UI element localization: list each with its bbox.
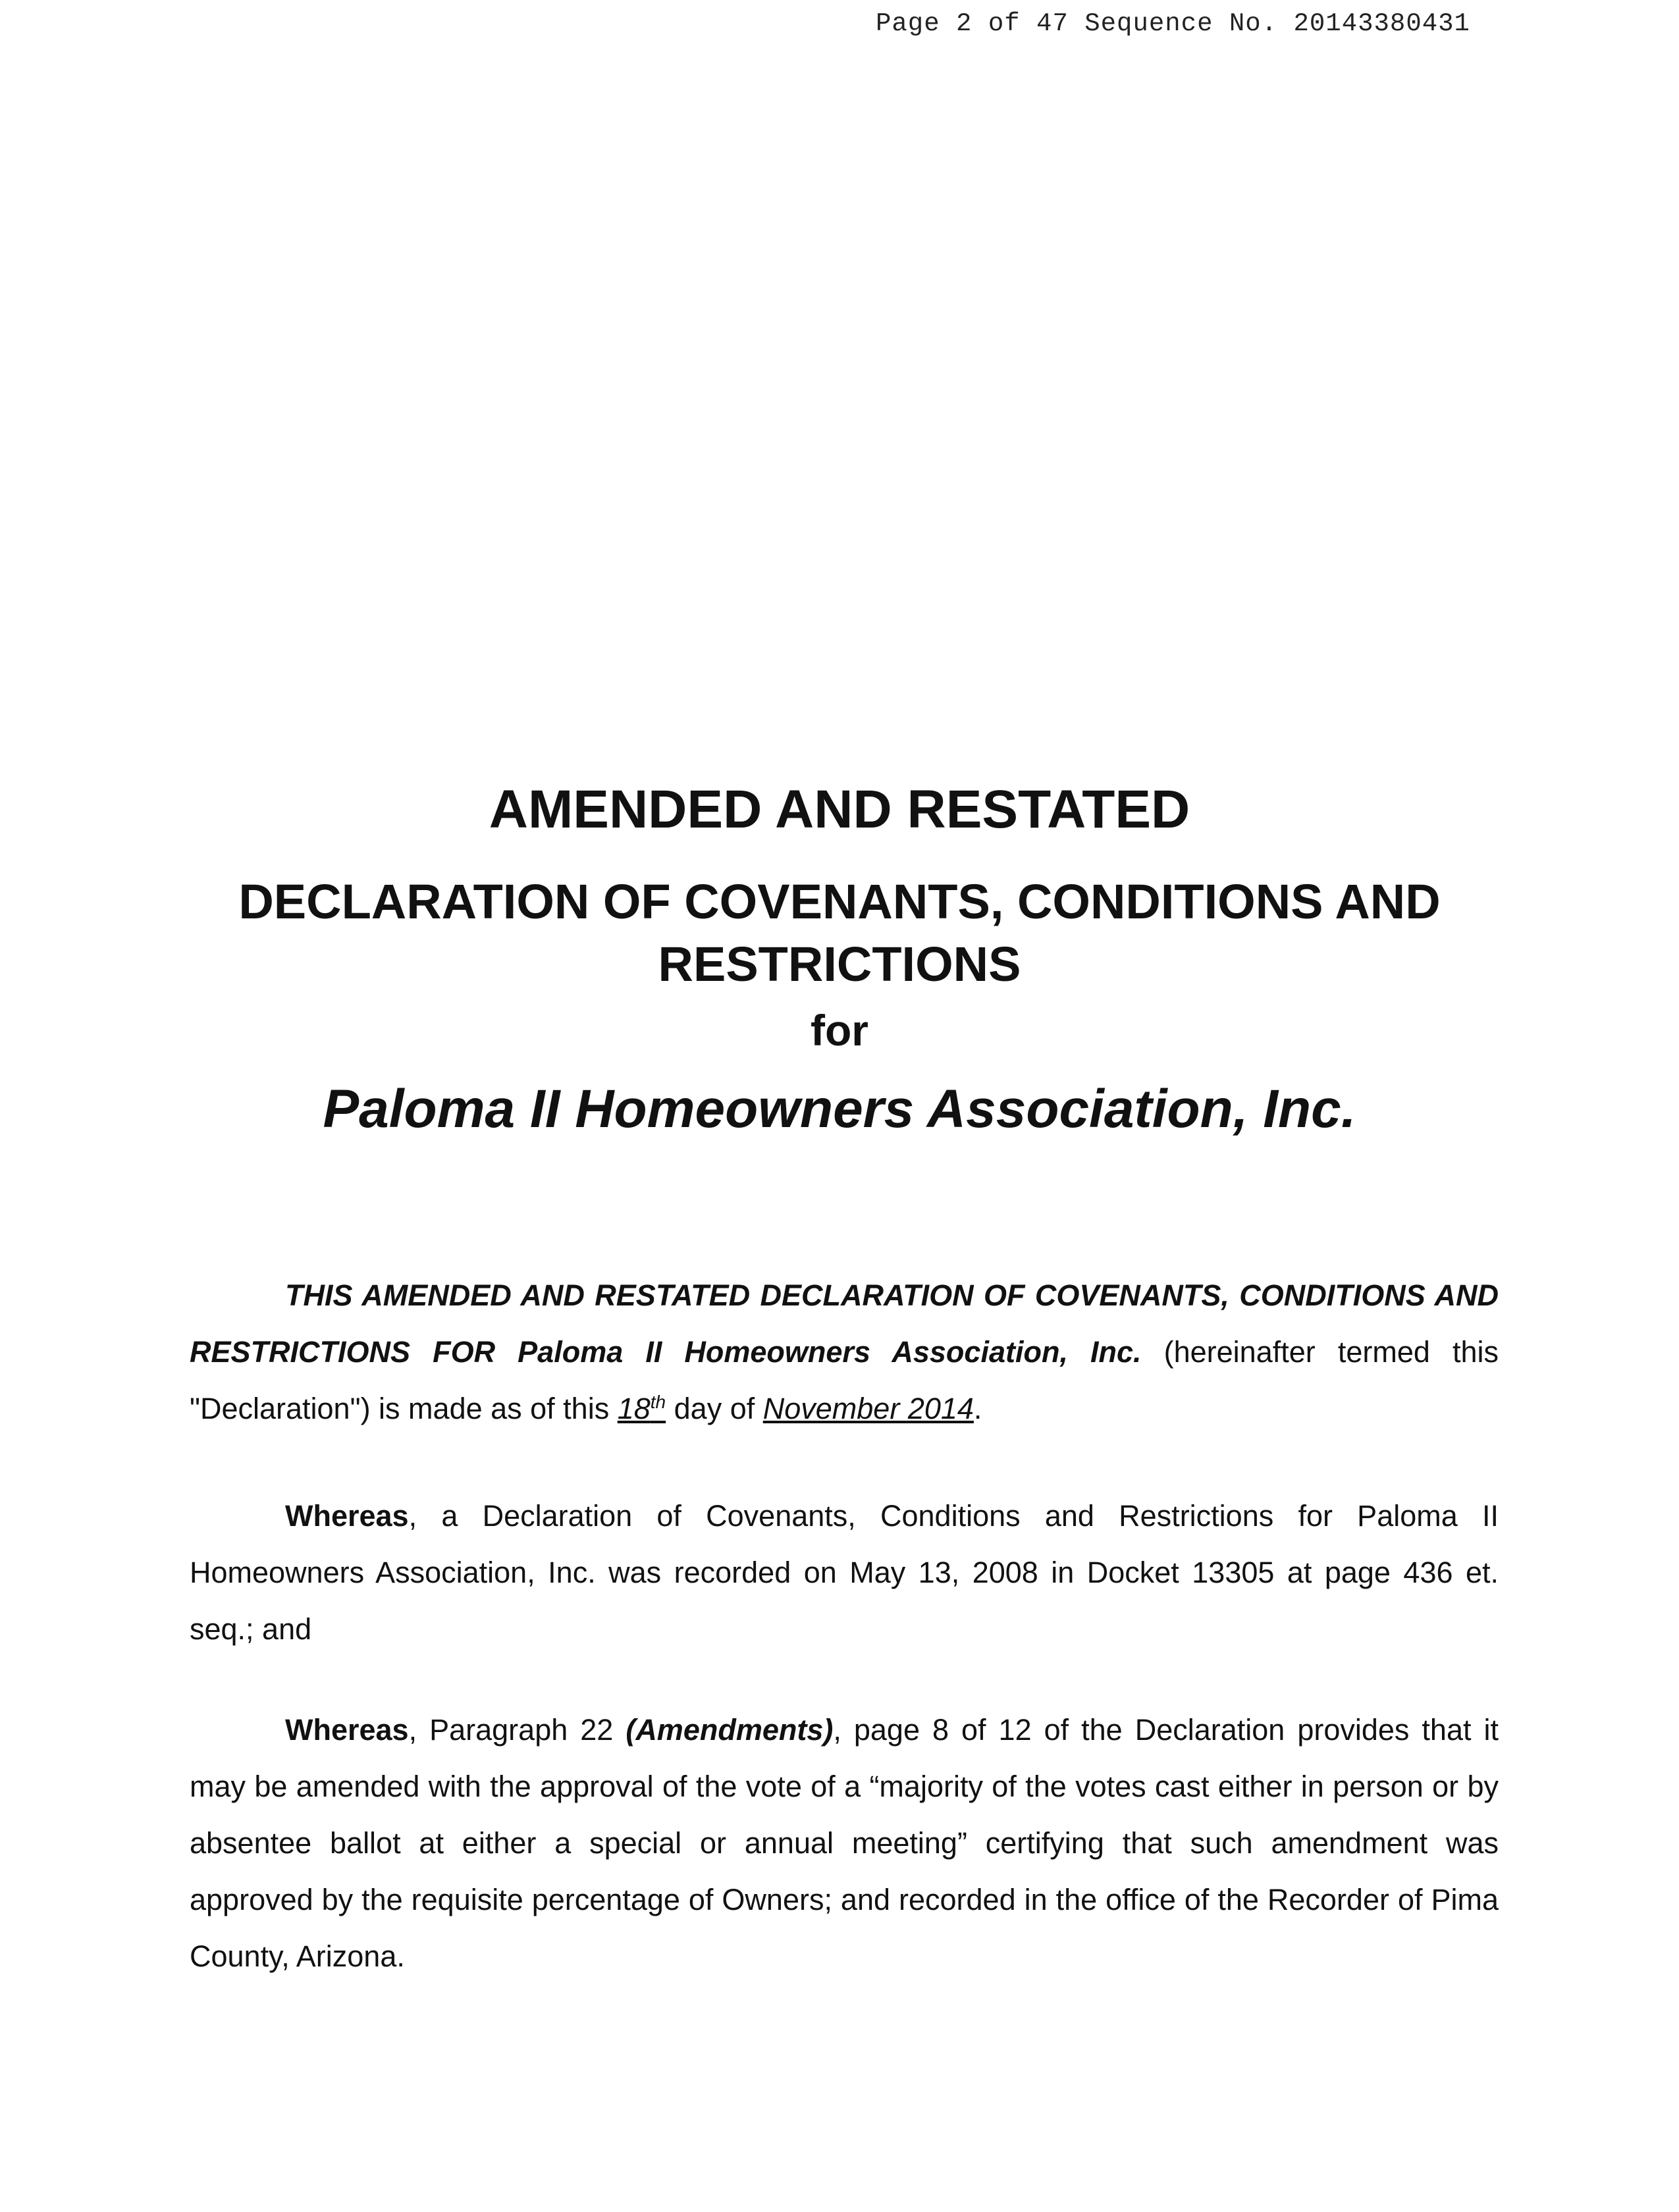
page-sequence-header: Page 2 of 47 Sequence No. 20143380431 — [876, 9, 1470, 38]
date-day — [618, 1392, 666, 1425]
intro-text-b: day of — [666, 1392, 763, 1425]
title-line-for: for — [811, 1006, 868, 1055]
whereas-recorded-text: , a Declaration of Covenants, Conditions and Restrictions for Paloma II Homeowners Association, Inc. was recorded on May 13, 2008 in Docket 13305 at page 436 et. seq.; and — [190, 1499, 1499, 1646]
amendments-reference: (Amendments) — [626, 1713, 834, 1747]
declaration-name-bold-italic: THIS AMENDED AND RESTATED DECLARATION OF COVENANTS, CONDITIONS AND RESTRICTIONS FOR Paloma II Homeowners Association, Inc. — [190, 1278, 1499, 1369]
whereas-amendments-text-b: , page 8 of 12 of the Declaration provides that it may be amended with the approval of the vote of a “majority of the votes cast either in person or by absentee ballot at either a special or annual meeting” certifying that such amendment was approved by the requisite percentage of Owners; and recorded in the office of the Recorder of Pima County, Arizona. — [190, 1713, 1499, 1973]
whereas-amendments-text-a: , Paragraph 22 — [408, 1713, 626, 1747]
title-line-restrictions: RESTRICTIONS — [658, 937, 1021, 991]
whereas-recorded-paragraph — [190, 1488, 1499, 1658]
date-month-year: November 2014 — [762, 1392, 974, 1425]
whereas-amendments-paragraph — [190, 1702, 1499, 1985]
title-line-declaration: DECLARATION OF COVENANTS, CONDITIONS AND — [238, 874, 1441, 929]
date-day-suffix: th — [650, 1392, 666, 1412]
title-line-association-name: Paloma II Homeowners Association, Inc. — [323, 1079, 1356, 1139]
whereas-lead: Whereas — [285, 1499, 409, 1533]
intro-text-c: . — [973, 1392, 982, 1425]
date-day-number: 18 — [617, 1392, 651, 1425]
title-line-amended-restated: AMENDED AND RESTATED — [489, 779, 1190, 839]
whereas-lead: Whereas — [285, 1713, 409, 1747]
declaration-intro-paragraph — [190, 1267, 1499, 1437]
intro-text-a: (hereinafter termed this "Declaration") is made as of this — [190, 1335, 1499, 1425]
